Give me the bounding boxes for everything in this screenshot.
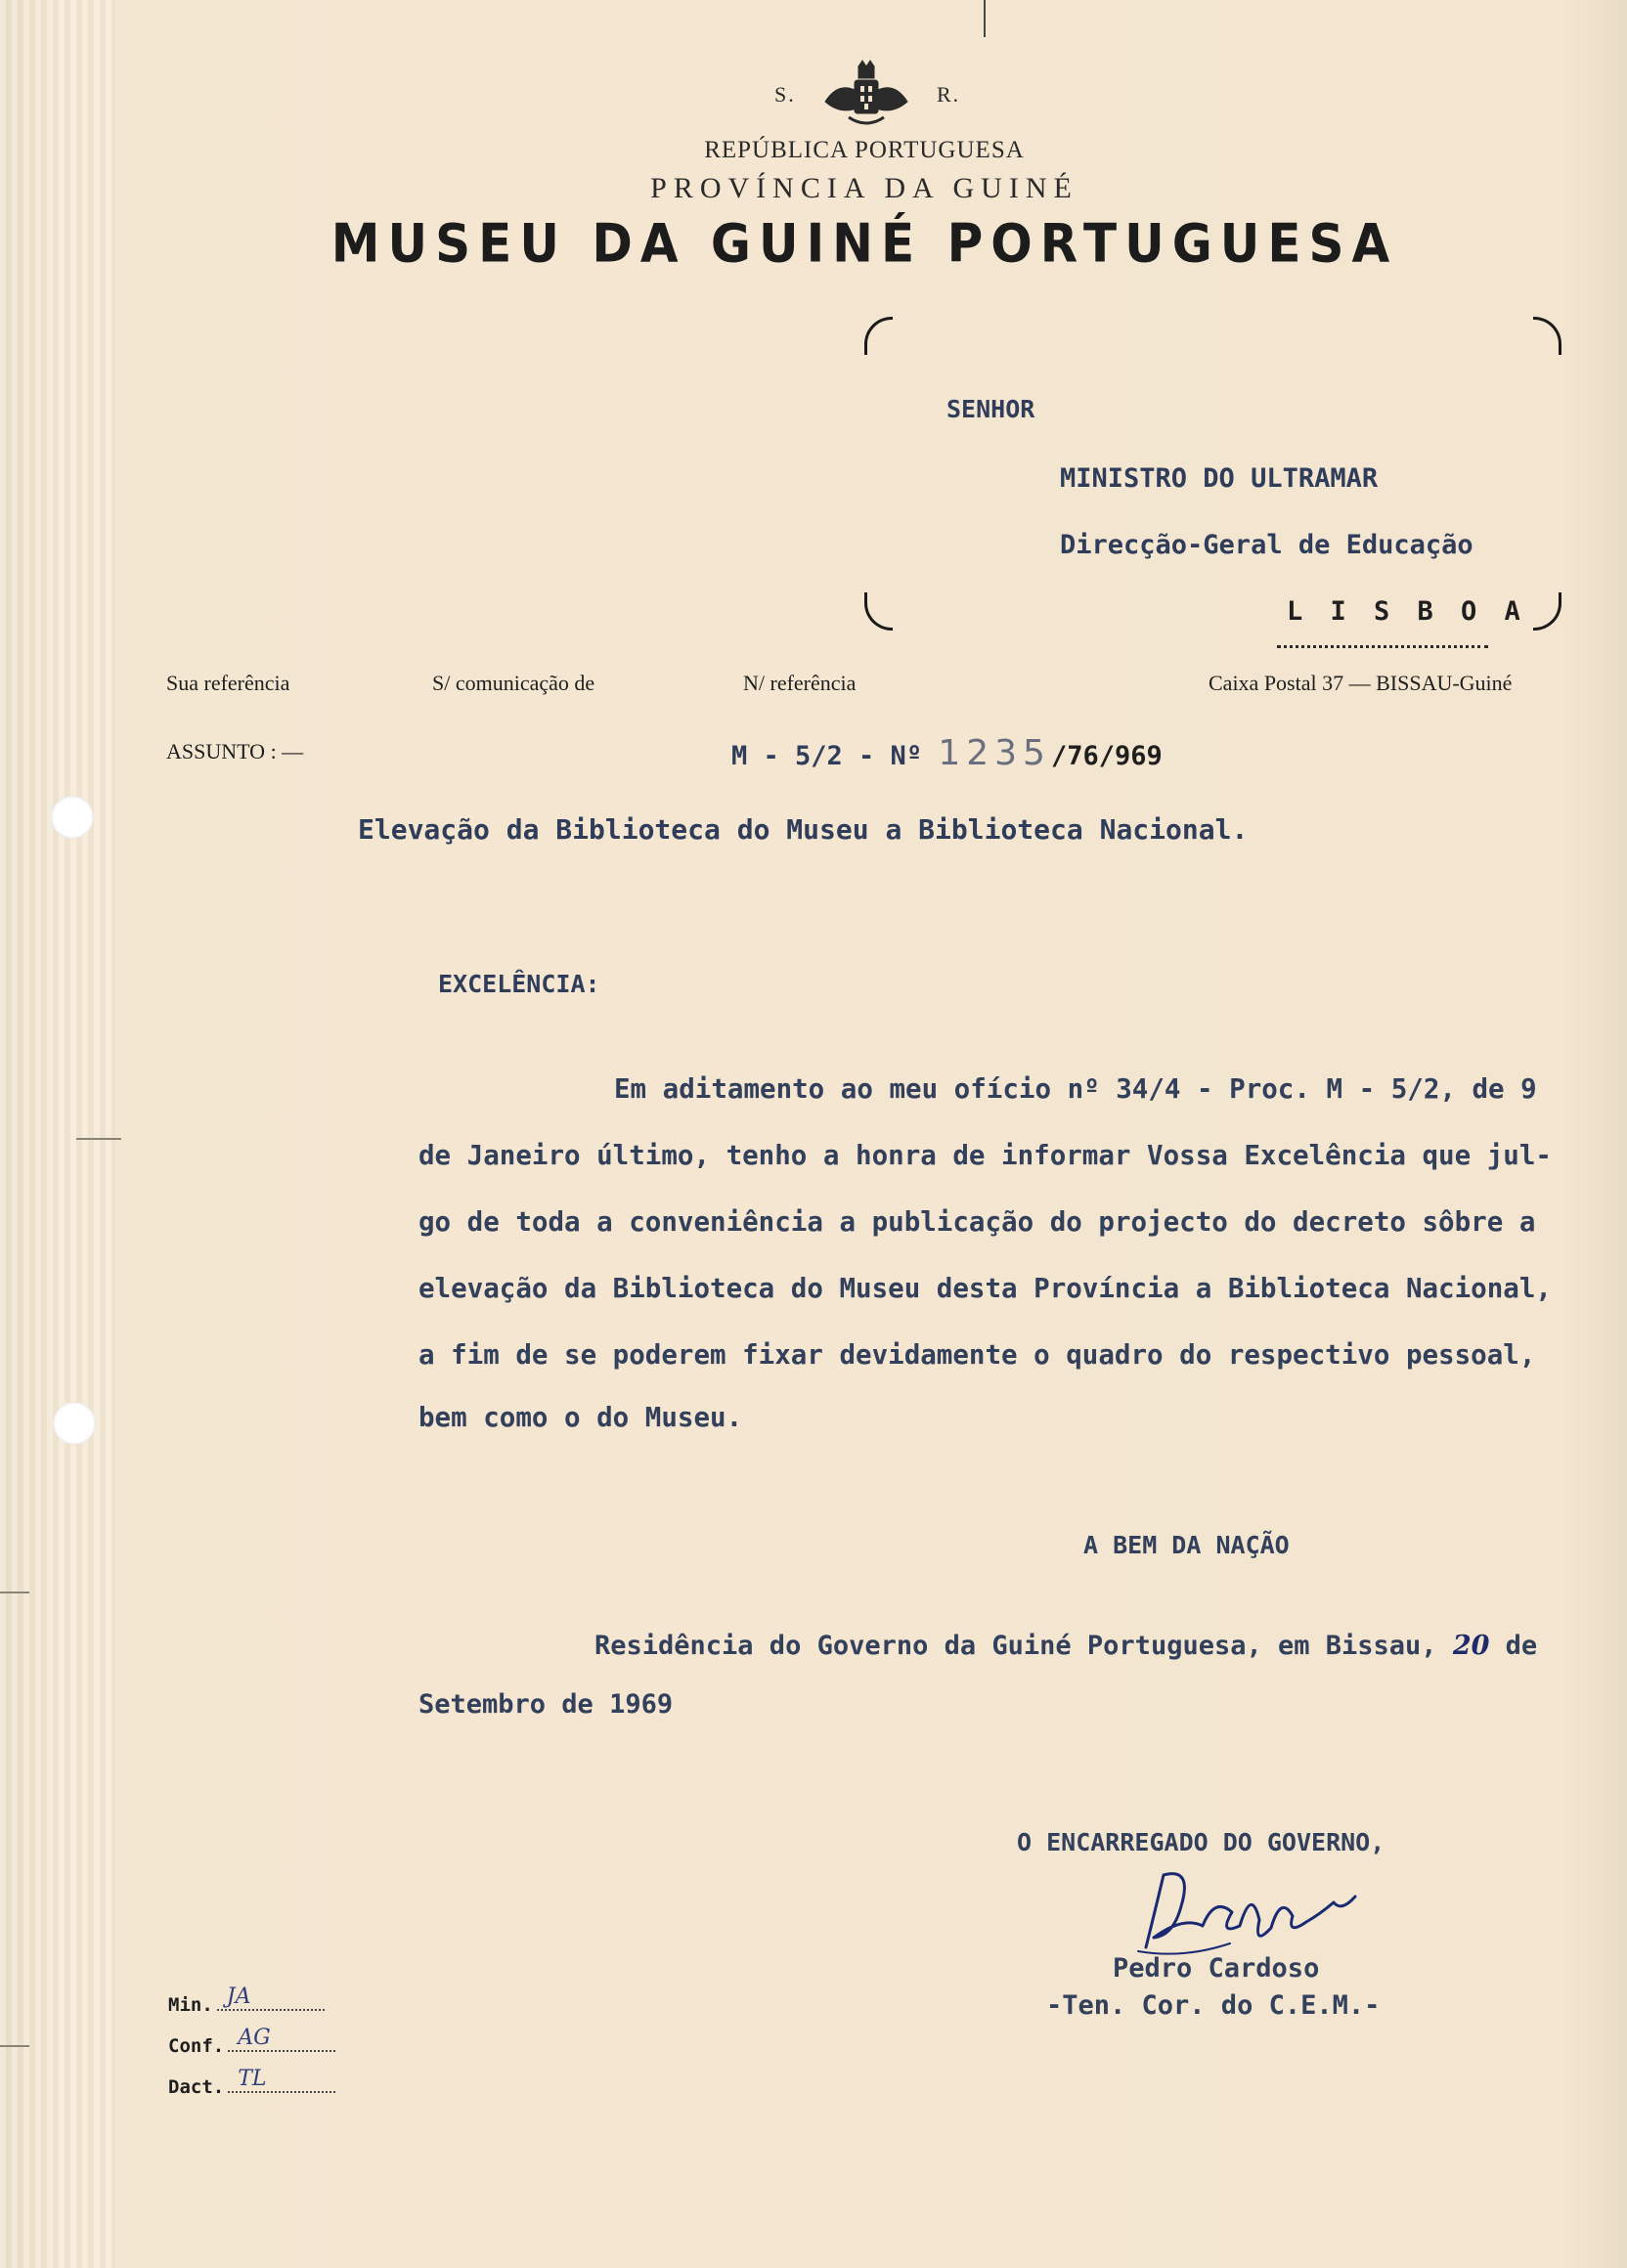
assunto-label: ASSUNTO : — bbox=[166, 739, 304, 763]
punch-hole-bottom bbox=[53, 1402, 96, 1445]
recipient-line1: MINISTRO DO ULTRAMAR bbox=[1060, 463, 1379, 494]
sua-referencia-label: Sua referência bbox=[166, 671, 290, 695]
motto: A BEM DA NAÇÃO bbox=[1083, 1531, 1290, 1559]
recipient-salutation: SENHOR bbox=[946, 395, 1035, 423]
closing-line-1 bbox=[594, 1631, 1537, 1661]
initials-dact bbox=[168, 2067, 335, 2098]
body-line-5: a fim de se poderem fixar devidamente o quadro do respectivo pessoal, bbox=[418, 1339, 1536, 1371]
greeting: EXCELÊNCIA: bbox=[438, 970, 600, 998]
republic-heading: REPÚBLICA PORTUGUESA bbox=[704, 137, 1025, 163]
margin-tick bbox=[76, 1138, 121, 1140]
letterhead-r: R. bbox=[937, 82, 961, 107]
closing-place: Residência do Governo da Guiné Portuguesa, em Bissau, bbox=[594, 1631, 1437, 1661]
body-line-3: go de toda a conveniência a publicação do projecto do decreto sôbre a bbox=[418, 1206, 1536, 1238]
initials-min-label: Min. bbox=[168, 1994, 213, 2016]
closing-de: de bbox=[1505, 1631, 1538, 1661]
city-underline bbox=[1277, 645, 1488, 648]
subject-line: Elevação da Biblioteca do Museu a Biblioteca Nacional. bbox=[358, 813, 1249, 846]
signatory-name: Pedro Cardoso bbox=[1113, 1953, 1320, 1984]
initials-min bbox=[168, 1984, 325, 2016]
body-line-1: Em aditamento ao meu ofício nº 34/4 - Proc. M - 5/2, de 9 bbox=[614, 1073, 1537, 1105]
recipient-line2: Direcção-Geral de Educação bbox=[1060, 530, 1473, 560]
caixa-postal-label: Caixa Postal 37 — BISSAU-Guiné bbox=[1209, 671, 1513, 695]
initials-min-value: JA bbox=[226, 1984, 251, 2009]
initials-dact-value: TL bbox=[238, 2067, 267, 2091]
top-mark bbox=[984, 0, 986, 37]
punch-hole-top bbox=[51, 796, 94, 839]
margin-tick bbox=[0, 2045, 29, 2047]
paper-fold-edge bbox=[0, 0, 115, 2268]
closing-date: Setembro de 1969 bbox=[418, 1689, 674, 1720]
signatory-rank: -Ten. Cor. do C.E.M.- bbox=[1046, 1990, 1381, 2021]
initials-dact-label: Dact. bbox=[168, 2076, 225, 2098]
reference-number bbox=[731, 733, 1163, 773]
initials-conf-value: AG bbox=[238, 2026, 271, 2050]
province-heading: PROVÍNCIA DA GUINÉ bbox=[650, 172, 1078, 204]
signature-title: O ENCARREGADO DO GOVERNO, bbox=[1017, 1828, 1385, 1856]
body-line-4: elevação da Biblioteca do Museu desta Província a Biblioteca Nacional, bbox=[418, 1273, 1552, 1304]
closing-day: 20 bbox=[1452, 1631, 1490, 1661]
reference-prefix: M - 5/2 - Nº bbox=[731, 741, 923, 771]
margin-tick bbox=[0, 1592, 29, 1593]
museum-heading: MUSEU DA GUINÉ PORTUGUESA bbox=[330, 212, 1398, 275]
n-referencia-label: N/ referência bbox=[743, 671, 857, 695]
letterhead-s: S. bbox=[774, 82, 796, 107]
reference-suffix: /76/969 bbox=[1050, 741, 1163, 771]
body-line-2: de Janeiro último, tenho a honra de informar Vossa Excelência que jul- bbox=[418, 1140, 1552, 1171]
initials-conf bbox=[168, 2026, 335, 2057]
body-line-6: bem como o do Museu. bbox=[418, 1402, 743, 1433]
handwritten-signature bbox=[1124, 1857, 1369, 1965]
coat-of-arms-icon bbox=[819, 59, 913, 133]
initials-conf-label: Conf. bbox=[168, 2035, 225, 2057]
reference-stamp-number: 1235 bbox=[938, 733, 1051, 773]
recipient-city: L I S B O A bbox=[1287, 596, 1526, 627]
s-comunicacao-label: S/ comunicação de bbox=[432, 671, 595, 695]
